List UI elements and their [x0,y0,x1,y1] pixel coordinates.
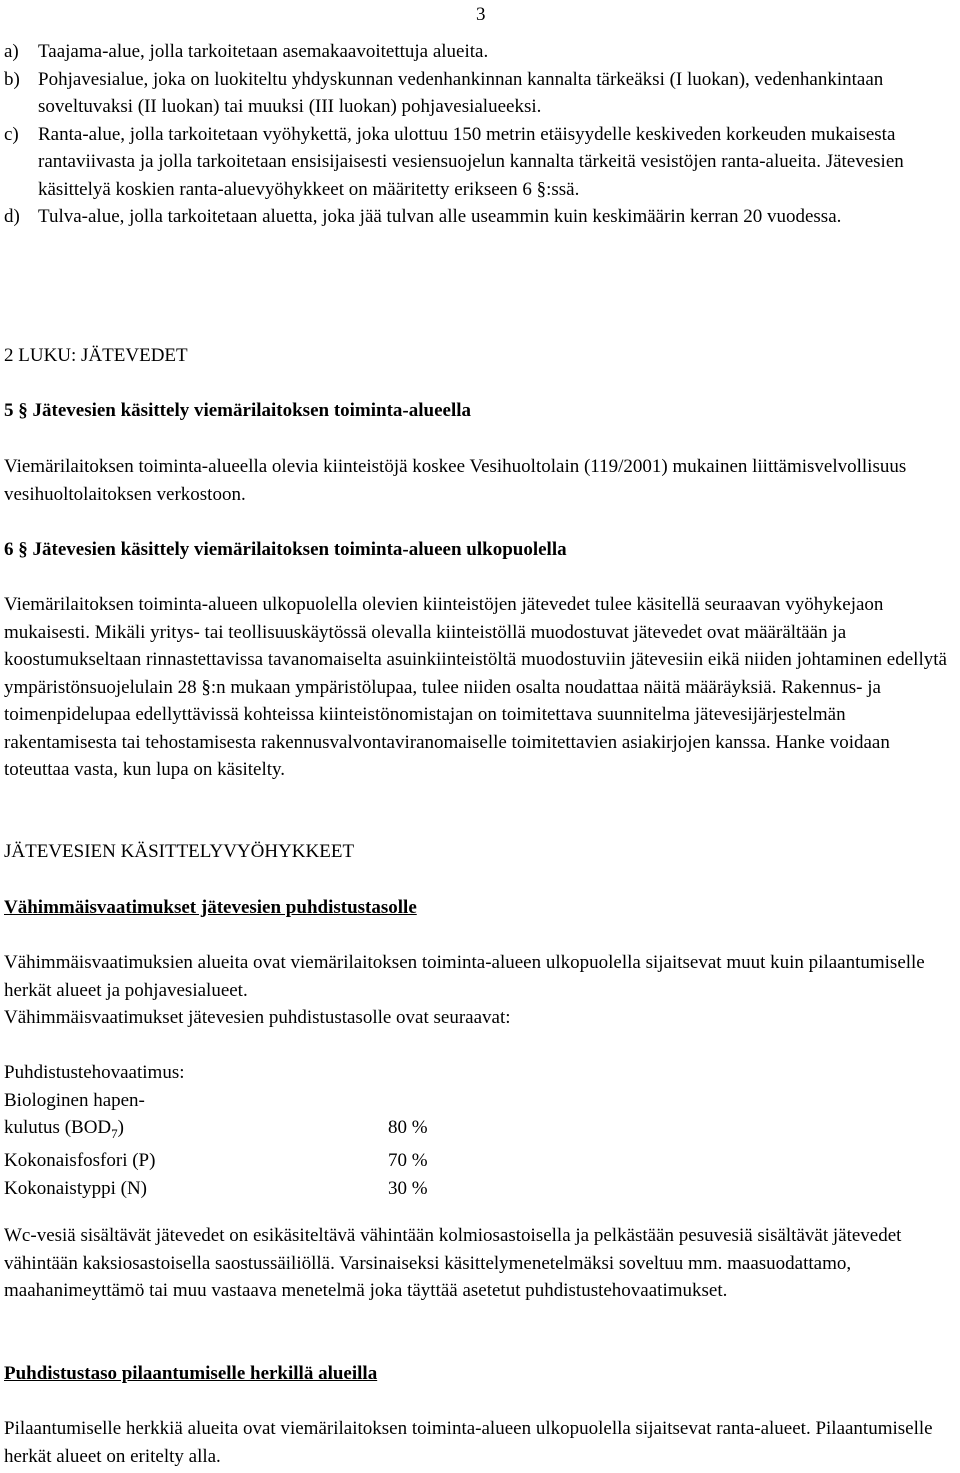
list-item [4,203,956,231]
list-item [4,38,956,66]
list-item-text: Ranta-alue, jolla tarkoitetaan vyöhykettä, joka ulottuu 150 metrin etäisyydelle keskiveden korkeuden mukaisesta rantaviivasta ja jolla tarkoitetaan ensisijaisesti vesiensuojelun kannalta tärkeitä vesistöjen ranta-alueita. Jätevesien käsittelyä koskien ranta-aluevyöhykkeet on määritetty erikseen 6 §:ssä. [38,123,904,200]
requirement-name: Kokonaistyppi (N) [4,1177,148,1199]
requirement-row [4,1175,956,1203]
zones-heading: JÄTEVESIEN KÄSITTELYVYÖHYKKEET [4,841,355,862]
wc-text: Wc-vesiä sisältävät jätevedet on esikäsiteltävä vähintään kolmiosastoisella ja pelkästään pesuvesiä sisältävät jätevedet vähintään kaksiosastoisella saostussäiliöllä. Varsinaiseksi käsittelymenetelmäksi soveltuu mm. maasuodattamo, maahanimeyttämö tai muu vastaava menetelmä joka täyttää asetetut puhdistustehovaatimukset. [4,1225,902,1301]
requirement-name: kulutus $(BOD_7)$ [4,1117,124,1141]
bod-label-line: Biologinen hapen- [4,1089,145,1111]
minimum-requirements-heading: Vähimmäisvaatimukset jätevesien puhdistustasolle [4,897,417,918]
list-item-label: a) [4,41,19,62]
section-6-heading: 6 § Jätevesien käsittely viemärilaitoksen toiminta-alueen ulkopuolella [4,539,567,560]
list-item-text: Taajama-alue, jolla tarkoitetaan asemakaavoitettuja alueita. [38,41,489,62]
section-6-text: Viemärilaitoksen toiminta-alueen ulkopuolella olevien kiinteistöjen jätevedet tulee käsitellä seuraavan vyöhykejaon mukaisesti. Mikäli yritys- tai teollisuuskäytössä olevalla kiinteistöllä muodostuvat jätevedet ovat määrältään ja koostumukseltaan rinnastettavissa tavanomaiselta asuinkiinteistöltä muodostuviin jätevesiin eikä niiden johtaminen edellytä ympäristönsuojelulain 28 §:n mukaan ympäristölupaa, tulee niiden osalta noudattaa näitä määräyksiä. Rakennus- ja toimenpidelupaa edellyttävissä kohteissa kiinteistönomistajan on toimitettava suunnitelma jätevesijärjestelmän rakentamisesta tai tehostamisesta rakennusvalvontaviranomaiselle toimitettavien asiakirjojen kanssa. Hanke voidaan toteuttaa vasta, kun lupa on käsitelty. [4,594,947,780]
chapter-heading: 2 LUKU: JÄTEVEDET [4,345,188,366]
list-item-text: Pohjavesialue, joka on luokiteltu yhdyskunnan vedenhankinnan kannalta tärkeäksi (I luokan), vedenhankintaan soveltuvaksi (II luokan) tai muuksi (III luokan) pohjavesialueeksi. [38,68,884,117]
requirement-value: 80 % [388,1117,428,1138]
list-item [4,121,956,204]
requirements-table [4,1059,956,1202]
section-5-heading: 5 § Jätevesien käsittely viemärilaitoksen toiminta-alueella [4,400,472,421]
list-item-label: b) [4,68,20,90]
page-number: 3 [476,4,486,25]
list-item-label: c) [4,123,19,145]
requirements-label: Puhdistustehovaatimus: [4,1062,185,1083]
list-item-label: d) [4,206,20,227]
list-item [4,66,956,121]
requirement-name: Kokonaisfosfori (P) [4,1150,156,1172]
section-5-text: Viemärilaitoksen toiminta-alueella olevia kiinteistöjä koskee Vesihuoltolain (119/2001) mukainen liittämisvelvollisuus vesihuoltolaitoksen verkostoon. [4,456,907,505]
minimum-requirements-intro: Vähimmäisvaatimukset jätevesien puhdistustasolle ovat seuraavat: [4,1007,511,1028]
sensitive-areas-text: Pilaantumiselle herkkiä alueita ovat viemärilaitoksen toiminta-alueen ulkopuolella sijaitsevat ranta-alueet. Pilaantumiselle herkät alueet on eritelty alla. [4,1418,933,1467]
list-item-text: Tulva-alue, jolla tarkoitetaan aluetta, joka jää tulvan alle useammin kuin keskimäärin kerran 20 vuodessa. [38,206,842,227]
requirement-row [4,1114,956,1147]
definitions-list [4,38,956,231]
requirement-value: 70 % [388,1150,428,1172]
requirement-value: 30 % [388,1177,428,1199]
minimum-requirements-text: Vähimmäisvaatimuksien alueita ovat viemärilaitoksen toiminta-alueen ulkopuolella sijaitsevat muut kuin pilaantumiselle herkät alueet ja pohjavesialueet. [4,952,925,1001]
sensitive-areas-heading: Puhdistustaso pilaantumiselle herkillä alueilla [4,1363,378,1384]
requirement-row [4,1147,956,1175]
